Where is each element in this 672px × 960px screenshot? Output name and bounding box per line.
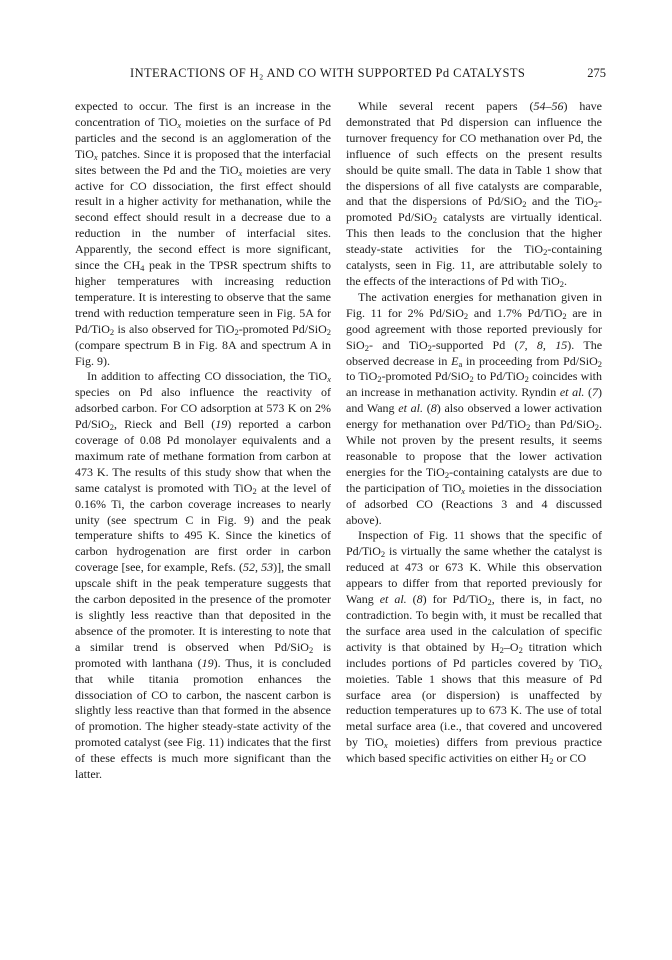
paragraph: expected to occur. The first is an increase in the concentration of TiO$_x$ moieties on the surface of Pd particles and the second is an agglomeration of the TiO$_x$ patches. Since it is proposed that the interfacial sites between the Pd and the TiO$_x$ moieties are very active for CO dissociation, the first effect should result in a higher activity for methanation, while the second effect should result in a decrease due to a reduction in the number of interfacial sites. Apparently, the second effect is more significant, since the $CH_4$ peak in the TPSR spectrum shifts to higher temperatures with increasing reduction temperature. It is interesting to observe that the same trend with reduction temperature seen in Fig. 5A for Pd/TiO$_2$ is also observed for TiO$_2$-promoted Pd/SiO$_2$ (compare spectrum B in Fig. 8A and spectrum A in Fig. 9). [75,99,331,368]
right-column [346,99,602,767]
page-number: 275 [587,66,606,80]
paragraph: The activation energies for methanation given in Fig. 11 for 2% Pd/SiO$_2$ and 1.7% Pd/TiO$_2$ are in good agreement with those reported previously for SiO$_2$- and TiO$_2$-supported Pd (7, 8, 15). The observed decrease in $E_a$ in proceeding from Pd/SiO$_2$ to TiO$_2$-promoted Pd/SiO$_2$ to Pd/TiO$_2$ coincides with an increase in methanation activity. Ryndin et al. (7) and Wang et al. (8) also observed a lower activation energy for methanation over Pd/TiO$_2$ than Pd/SiO$_2$. While not proven by the present results, it seems reasonable to propose that the lower activation energies for the TiO$_2$-containing catalysts are due to the participation of TiO$_x$ moieties in the dissociation of adsorbed CO (Reactions 3 and 4 discussed above). [346,289,603,527]
paragraph: In addition to affecting CO dissociation, the TiO$_x$ species on Pd also influence the reactivity of adsorbed carbon. For CO adsorption at 573 K on 2% Pd/SiO$_2$, Rieck and Bell (19) reported a carbon coverage of 0.08 Pd monolayer equivalents and a maximum rate of methane formation from carbon at 473 K. The results of this study show that when the same catalyst is promoted with TiO$_2$ at the level of 0.16% Ti, the carbon coverage increases to nearly unity (see spectrum C in Fig. 9) and the peak temperature shifts to 495 K. Since the kinetics of carbon hydrogenation are first order in carbon coverage [see, for example, Refs. (52, 53)], the small upscale shift in the peak temperature suggests that the carbon deposited in the presence of the promoter is slightly less reactive than that deposited in the absence of the promoter. It is interesting to note that a similar trend is observed when Pd/SiO$_2$ is promoted with lanthana (19). Thus, it is concluded that while titania promotion enhances the dissociation of CO to carbon, the nascent carbon is slightly less reactive than that formed in the absence of promotion. The higher steady-state activity of the promoted catalyst (see Fig. 11) indicates that the first of these effects is much more significant than the latter. [75,369,332,782]
left-column [75,99,331,783]
paragraph: Inspection of Fig. 11 shows that the specific of Pd/TiO$_2$ is virtually the same whether the catalyst is reduced at 473 or 673 K. While this observation appears to differ from that reported previously for Wang et al. (8) for Pd/TiO$_2$, there is, in fact, no contradiction. To begin with, it must be recalled that the surface area used in the calculation of specific activity is that obtained by $H_2-O_2$ titration which includes portions of Pd particles covered by TiO$_x$ moieties. Table 1 shows that this measure of Pd surface area (or dispersion) is unaffected by reduction temperatures up to 673 K. The use of total metal surface area (i.e., that covered and uncovered by TiO$_x$ moieties) differs from previous practice which based specific activities on either $H_2$ or CO [346,528,602,767]
paragraph: While several recent papers (54–56) have demonstrated that Pd dispersion can influence the turnover frequency for CO methanation over Pd, the influence of such effects on the present results should be quite small. The data in Table 1 show that the dispersions of all five catalysts are comparable, and that the dispersions of Pd/SiO$_2$ and the TiO$_2$-promoted Pd/SiO$_2$ catalysts are virtually identical. This then leads to the conclusion that the higher steady-state activities for the TiO$_2$-containing catalysts, seen in Fig. 11, are attributable solely to the effects of the interactions of Pd with TiO$_2$. [346,99,603,289]
running-head: INTERACTIONS OF H₂ AND CO WITH SUPPORTED Pd CATALYSTS [130,66,526,80]
page-header [0,66,672,88]
